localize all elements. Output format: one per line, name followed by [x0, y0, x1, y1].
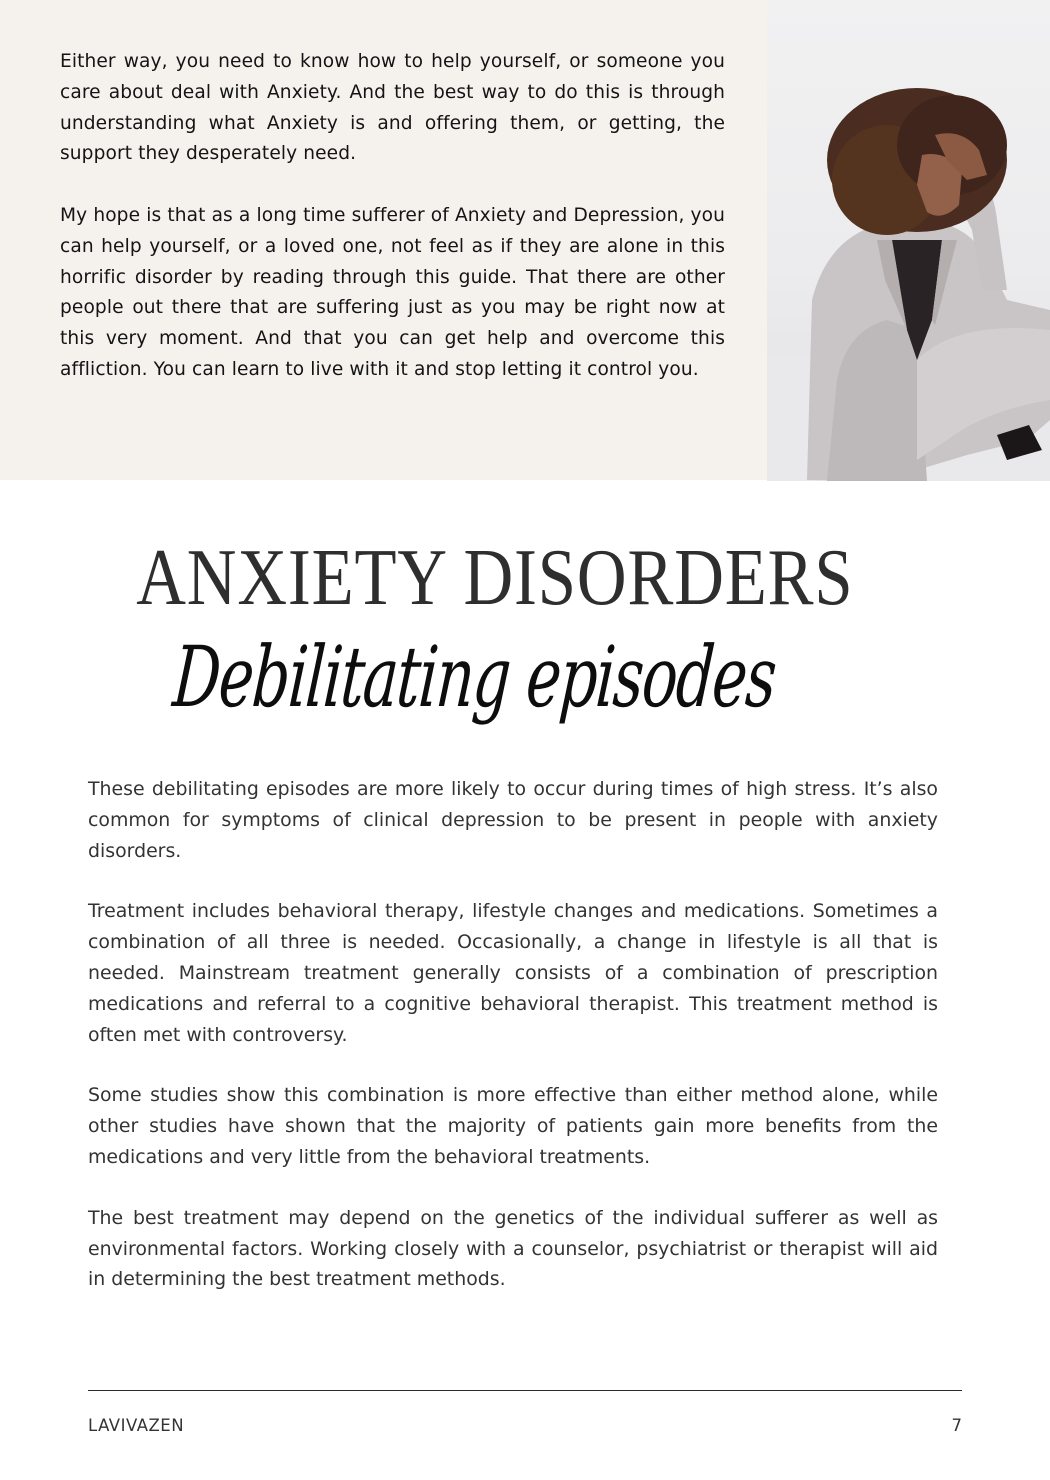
page-subtitle: Debilitating episodes: [170, 628, 779, 726]
body-paragraph: Some studies show this combination is more effective than either method alone, while other studies have shown that the majority of patients gain more benefits from the medications and very little from the behavioral treatments.: [88, 1084, 938, 1168]
woman-photo: [767, 0, 1050, 481]
intro-text: [60, 47, 725, 417]
photo-image-icon: [767, 0, 1050, 481]
footer-divider: [88, 1390, 962, 1391]
body-paragraph: The best treatment may depend on the genetics of the individual sufferer as well as environmental factors. Working closely with a counselor, psychiatrist or therapist will aid in determining the best treatment methods.: [88, 1206, 938, 1291]
body-paragraph: These debilitating episodes are more likely to occur during times of high stress. It’s also common for symptoms of clinical depression to be present in people with anxiety disorders.: [88, 778, 938, 862]
intro-paragraph: Either way, you need to know how to help yourself, or someone you care about deal with Anxiety. And the best way to do this is through understanding what Anxiety is and offering them, or getting, the support they desperately need.: [60, 51, 725, 165]
footer-brand: LAVIVAZEN: [88, 1416, 185, 1435]
intro-paragraph: My hope is that as a long time sufferer of Anxiety and Depression, you can help yourself, or a loved one, not feel as if they are alone in this horrific disorder by reading through this guide. That there are other people out there that are suffering just as you may be right now at this very moment. And that you can get help and overcome this affliction. You can learn to live with it and stop letting it control you.: [60, 204, 725, 380]
body-paragraph: Treatment includes behavioral therapy, lifestyle changes and medications. Sometimes a combination of all three is needed. Occasionally, a change in lifestyle is all that is needed. Mainstream treatment generally consists of a combination of prescription medications and referral to a cognitive behavioral therapist. This treatment method is often met with controversy.: [88, 900, 938, 1046]
intro-panel: [0, 0, 767, 480]
page-number: 7: [951, 1416, 962, 1435]
body-text: [88, 774, 938, 1325]
page-title: ANXIETY DISORDERS: [136, 534, 854, 622]
